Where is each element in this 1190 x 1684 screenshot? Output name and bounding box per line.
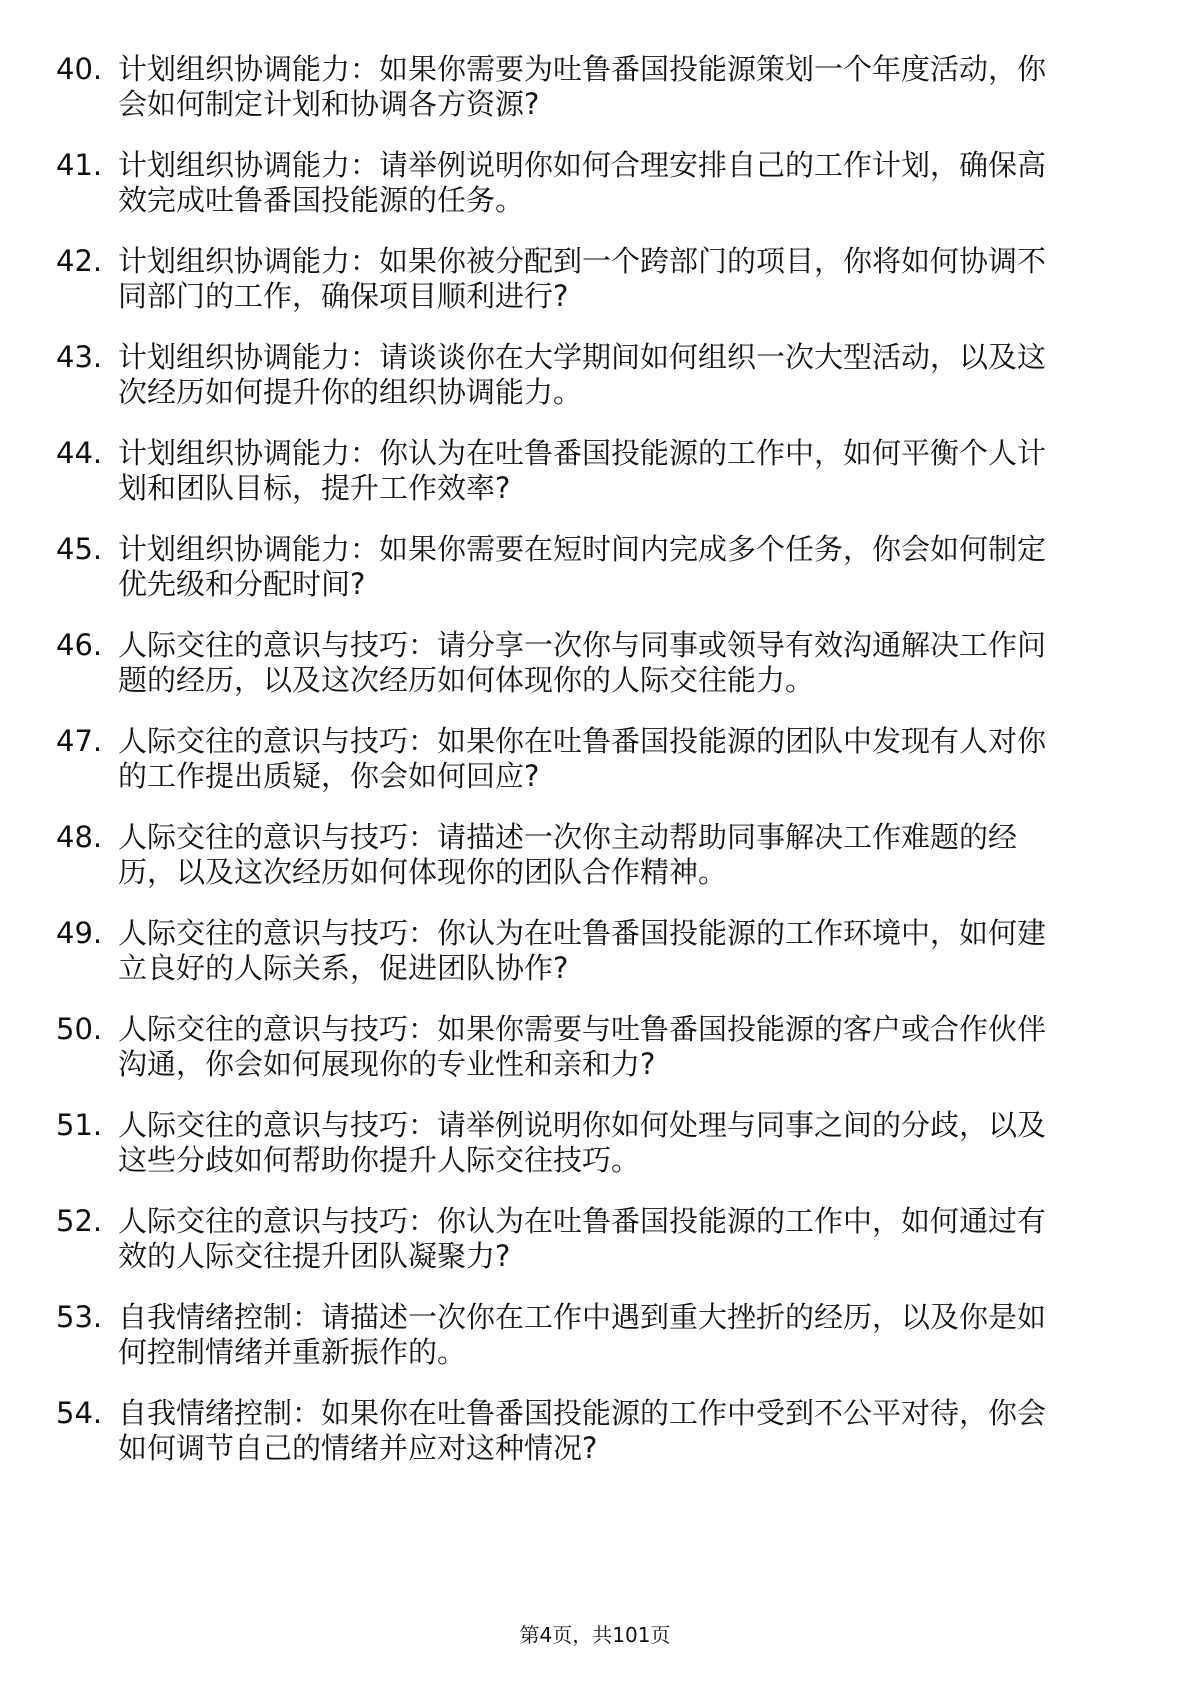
- question-item: [56, 436, 1106, 532]
- question-item: [56, 244, 1106, 340]
- question-number: 52.: [56, 1204, 103, 1238]
- question-item: [56, 1300, 1106, 1396]
- question-text: 自我情绪控制：请描述一次你在工作中遇到重大挫折的经历，以及你是如何控制情绪并重新振作的。: [118, 1300, 1047, 1369]
- question-number: 47.: [56, 724, 103, 758]
- question-item: [56, 340, 1106, 436]
- question-number: 54.: [56, 1396, 103, 1430]
- question-text: 计划组织协调能力：请举例说明你如何合理安排自己的工作计划，确保高效完成吐鲁番国投能源的任务。: [118, 148, 1047, 217]
- question-text: 人际交往的意识与技巧：如果你需要与吐鲁番国投能源的客户或合作伙伴沟通，你会如何展现你的专业性和亲和力?: [118, 1012, 1047, 1081]
- question-text: 计划组织协调能力：如果你需要在短时间内完成多个任务，你会如何制定优先级和分配时间?: [118, 532, 1047, 601]
- question-item: [56, 1108, 1106, 1204]
- question-item: [56, 724, 1106, 820]
- question-item: [56, 628, 1106, 724]
- question-text: 计划组织协调能力：你认为在吐鲁番国投能源的工作中，如何平衡个人计划和团队目标，提升工作效率?: [118, 436, 1047, 505]
- question-text: 人际交往的意识与技巧：你认为在吐鲁番国投能源的工作环境中，如何建立良好的人际关系，促进团队协作?: [118, 916, 1047, 985]
- question-item: [56, 1204, 1106, 1300]
- question-item: [56, 532, 1106, 628]
- question-item: [56, 1012, 1106, 1108]
- question-text: 计划组织协调能力：如果你被分配到一个跨部门的项目，你将如何协调不同部门的工作，确保项目顺利进行?: [118, 244, 1047, 313]
- question-number: 49.: [56, 916, 103, 950]
- question-item: [56, 1396, 1106, 1492]
- question-text: 人际交往的意识与技巧：请描述一次你主动帮助同事解决工作难题的经历，以及这次经历如何体现你的团队合作精神。: [118, 820, 1018, 889]
- question-number: 51.: [56, 1108, 103, 1142]
- question-number: 42.: [56, 244, 103, 278]
- question-number: 48.: [56, 820, 103, 854]
- question-text: 人际交往的意识与技巧：请举例说明你如何处理与同事之间的分歧，以及这些分歧如何帮助你提升人际交往技巧。: [118, 1108, 1047, 1177]
- question-list: [56, 52, 1106, 1492]
- page-number-footer: 第4页，共101页: [519, 1623, 671, 1647]
- question-text: 人际交往的意识与技巧：如果你在吐鲁番国投能源的团队中发现有人对你的工作提出质疑，你会如何回应?: [118, 724, 1047, 793]
- question-text: 自我情绪控制：如果你在吐鲁番国投能源的工作中受到不公平对待，你会如何调节自己的情绪并应对这种情况?: [118, 1396, 1047, 1465]
- question-number: 45.: [56, 532, 103, 566]
- question-text: 计划组织协调能力：请谈谈你在大学期间如何组织一次大型活动，以及这次经历如何提升你的组织协调能力。: [118, 340, 1047, 409]
- question-item: [56, 916, 1106, 1012]
- question-number: 40.: [56, 52, 103, 86]
- question-number: 44.: [56, 436, 103, 470]
- question-text: 人际交往的意识与技巧：你认为在吐鲁番国投能源的工作中，如何通过有效的人际交往提升团队凝聚力?: [118, 1204, 1047, 1273]
- question-number: 53.: [56, 1300, 103, 1334]
- question-item: [56, 820, 1106, 916]
- question-item: [56, 148, 1106, 244]
- question-number: 46.: [56, 628, 103, 662]
- question-number: 50.: [56, 1012, 103, 1046]
- question-text: 计划组织协调能力：如果你需要为吐鲁番国投能源策划一个年度活动，你会如何制定计划和协调各方资源?: [118, 52, 1047, 121]
- question-number: 41.: [56, 148, 103, 182]
- question-item: [56, 52, 1106, 148]
- question-number: 43.: [56, 340, 103, 374]
- question-text: 人际交往的意识与技巧：请分享一次你与同事或领导有效沟通解决工作问题的经历，以及这次经历如何体现你的人际交往能力。: [118, 628, 1047, 697]
